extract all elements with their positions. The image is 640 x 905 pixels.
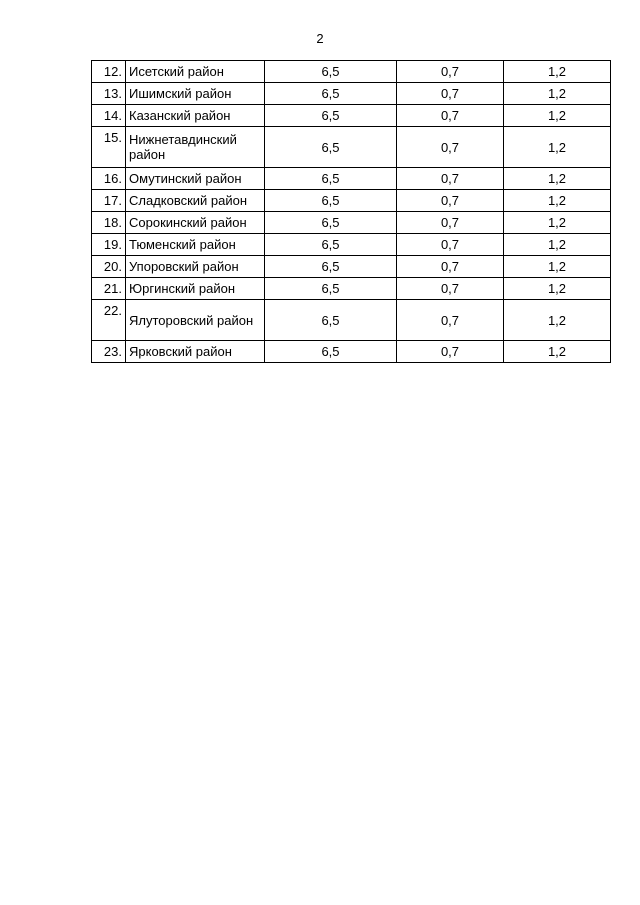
district-name: Тюменский район [126, 234, 265, 256]
district-name: Сорокинский район [126, 212, 265, 234]
row-number: 16. [92, 168, 126, 190]
value-cell: 1,2 [504, 300, 611, 341]
table-row [92, 190, 611, 212]
value-cell: 1,2 [504, 61, 611, 83]
district-name: Юргинский район [126, 278, 265, 300]
table-row [92, 278, 611, 300]
value-cell: 0,7 [397, 300, 504, 341]
value-cell: 0,7 [397, 256, 504, 278]
value-cell: 0,7 [397, 105, 504, 127]
district-name: Сладковский район [126, 190, 265, 212]
value-cell: 6,5 [265, 127, 397, 168]
row-number: 12. [92, 61, 126, 83]
table-row [92, 234, 611, 256]
value-cell: 6,5 [265, 278, 397, 300]
row-number: 23. [92, 341, 126, 363]
value-cell: 0,7 [397, 61, 504, 83]
table-row [92, 127, 611, 168]
value-cell: 6,5 [265, 212, 397, 234]
table-row [92, 212, 611, 234]
value-cell: 1,2 [504, 234, 611, 256]
table-row [92, 83, 611, 105]
value-cell: 1,2 [504, 212, 611, 234]
table-row [92, 168, 611, 190]
row-number: 20. [92, 256, 126, 278]
value-cell: 0,7 [397, 341, 504, 363]
value-cell: 1,2 [504, 278, 611, 300]
value-cell: 6,5 [265, 300, 397, 341]
value-cell: 1,2 [504, 256, 611, 278]
value-cell: 0,7 [397, 127, 504, 168]
value-cell: 0,7 [397, 212, 504, 234]
value-cell: 0,7 [397, 278, 504, 300]
value-cell: 1,2 [504, 341, 611, 363]
row-number: 14. [92, 105, 126, 127]
value-cell: 1,2 [504, 190, 611, 212]
table-row [92, 61, 611, 83]
row-number: 18. [92, 212, 126, 234]
value-cell: 0,7 [397, 234, 504, 256]
value-cell: 6,5 [265, 234, 397, 256]
value-cell: 0,7 [397, 190, 504, 212]
value-cell: 6,5 [265, 105, 397, 127]
table-row [92, 256, 611, 278]
table-row [92, 105, 611, 127]
value-cell: 6,5 [265, 83, 397, 105]
district-name: Ишимский район [126, 83, 265, 105]
value-cell: 1,2 [504, 168, 611, 190]
page-number: 2 [316, 31, 324, 46]
district-name: Нижнетавдинский район [126, 127, 265, 168]
district-name: Казанский район [126, 105, 265, 127]
row-number: 19. [92, 234, 126, 256]
row-number: 21. [92, 278, 126, 300]
row-number: 22. [92, 300, 126, 341]
value-cell: 1,2 [504, 83, 611, 105]
district-name: Омутинский район [126, 168, 265, 190]
value-cell: 6,5 [265, 61, 397, 83]
value-cell: 1,2 [504, 127, 611, 168]
value-cell: 6,5 [265, 341, 397, 363]
row-number: 15. [92, 127, 126, 168]
district-table [91, 60, 611, 363]
district-name: Исетский район [126, 61, 265, 83]
value-cell: 0,7 [397, 83, 504, 105]
district-name: Ялуторовский район [126, 300, 265, 341]
row-number: 17. [92, 190, 126, 212]
value-cell: 6,5 [265, 256, 397, 278]
table-row [92, 300, 611, 341]
district-name: Упоровский район [126, 256, 265, 278]
value-cell: 0,7 [397, 168, 504, 190]
value-cell: 1,2 [504, 105, 611, 127]
value-cell: 6,5 [265, 168, 397, 190]
district-name: Ярковский район [126, 341, 265, 363]
table-row [92, 341, 611, 363]
value-cell: 6,5 [265, 190, 397, 212]
row-number: 13. [92, 83, 126, 105]
